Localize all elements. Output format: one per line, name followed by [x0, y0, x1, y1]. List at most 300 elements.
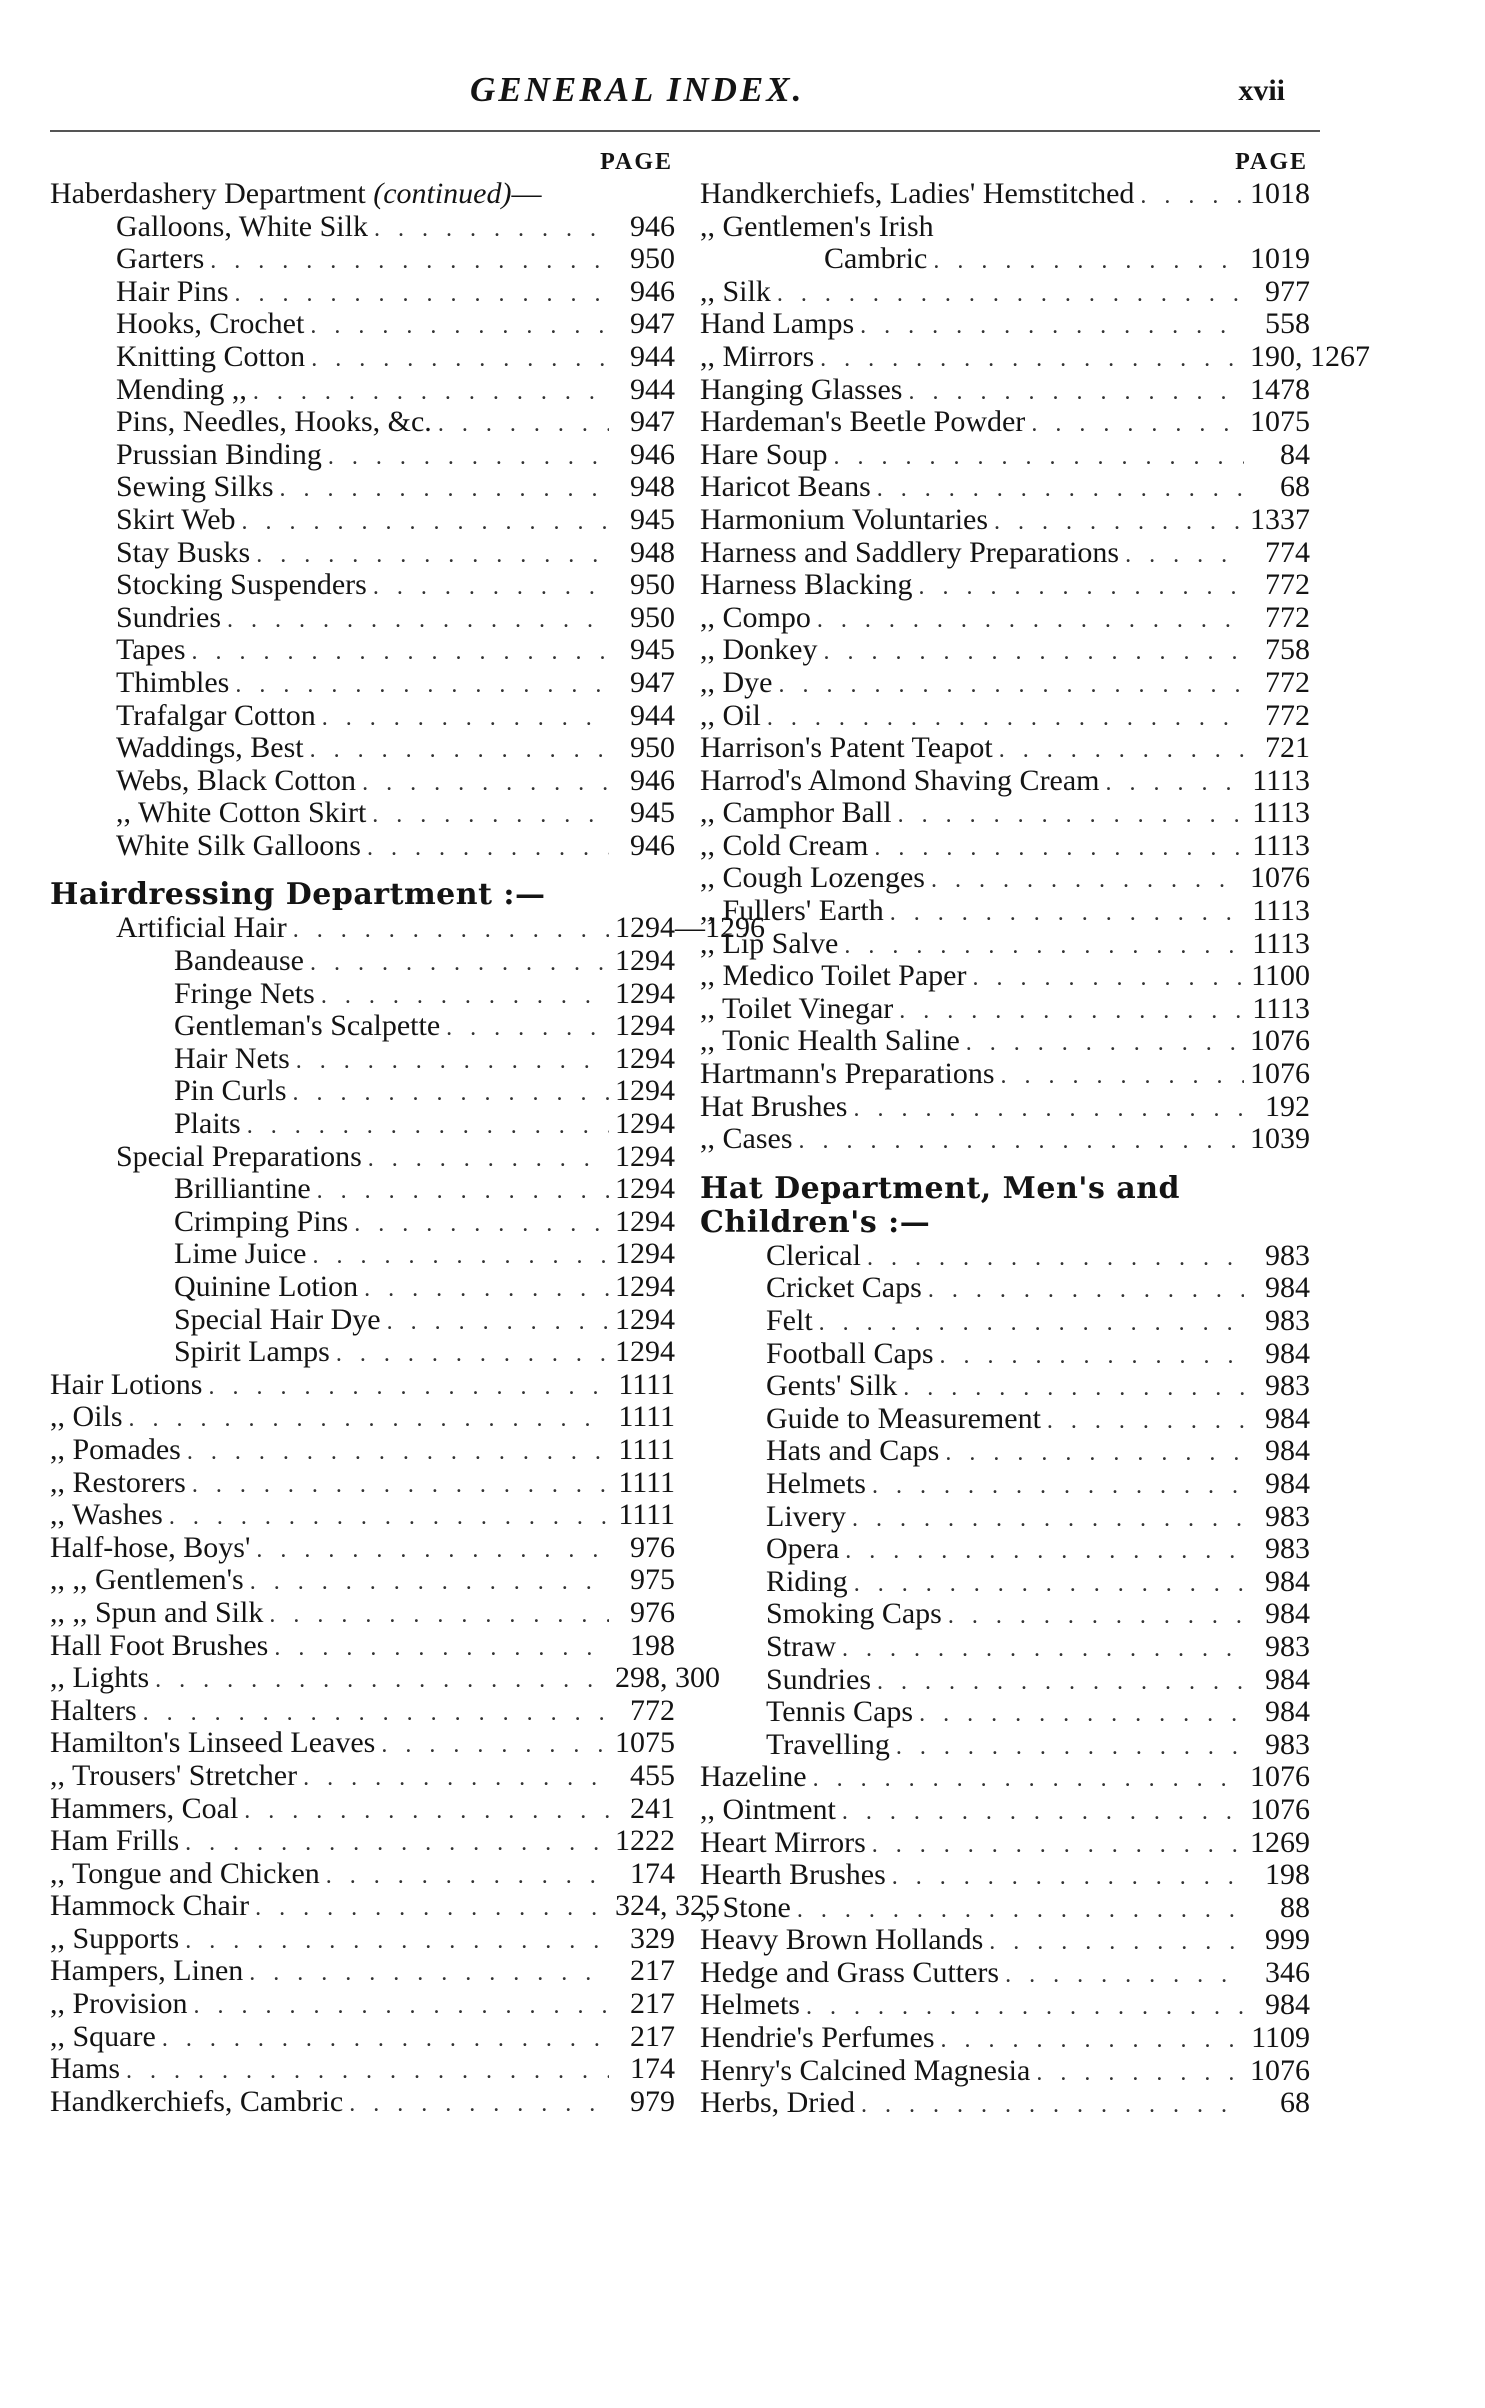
entry-page-number: 984	[1265, 1662, 1310, 1696]
entry-term: Prussian Binding	[116, 437, 322, 471]
entry-page-number: 1294	[615, 1139, 675, 1173]
index-entry	[700, 2055, 1310, 2088]
dot-leader	[1125, 539, 1244, 572]
index-entry	[700, 1761, 1310, 1794]
entry-term: Hearth Brushes	[700, 1858, 886, 1892]
dot-leader	[1036, 2057, 1244, 2090]
entry-page-number: 984	[1265, 1597, 1310, 1631]
entry-term: Hendrie's Perfumes	[700, 2021, 935, 2055]
entry-page-number: 948	[630, 470, 675, 504]
dot-leader	[767, 702, 1244, 735]
entry-page-number: 1294	[615, 1172, 675, 1206]
entry-term: Thimbles	[116, 665, 230, 699]
entry-page-number: 174	[630, 2052, 675, 2086]
entry-term: Hair Lotions	[50, 1367, 203, 1401]
entry-page-number: 1076	[1250, 1792, 1310, 1826]
index-entry	[700, 667, 1310, 700]
entry-term: Knitting Cotton	[116, 339, 306, 373]
entry-term: Hamilton's Linseed Leaves	[50, 1726, 376, 1760]
index-entry	[50, 1923, 675, 1956]
column-page-label: PAGE	[600, 149, 673, 175]
dot-leader	[908, 376, 1244, 409]
entry-page-number: 1075	[1250, 405, 1310, 439]
index-entry	[700, 993, 1310, 1026]
entry-page-number: 984	[1265, 1564, 1310, 1598]
entry-term: Halters	[50, 1693, 137, 1727]
dot-leader	[162, 2023, 609, 2056]
index-entry	[50, 1304, 675, 1337]
entry-term: Hardeman's Beetle Powder	[700, 405, 1026, 439]
entry-term: Handkerchiefs, Cambric	[50, 2084, 344, 2118]
entry-page-number: 329	[630, 1921, 675, 1955]
index-entry	[50, 1467, 675, 1500]
running-head: GENERAL INDEX.	[470, 70, 805, 109]
dot-leader	[867, 1242, 1244, 1275]
entry-term: Galloons, White Silk	[116, 209, 368, 243]
index-entry	[700, 830, 1310, 863]
entry-term: ,, Cases	[700, 1122, 793, 1156]
index-entry	[50, 700, 675, 733]
entry-term: ,, White Cotton Skirt	[116, 796, 367, 830]
dot-leader	[940, 1340, 1244, 1373]
index-entry	[50, 1173, 675, 1206]
index-entry	[50, 439, 675, 472]
entry-term: Lime Juice	[174, 1237, 307, 1271]
entry-page-number: 1076	[1250, 1024, 1310, 1058]
dot-leader	[328, 441, 609, 474]
entry-term: Special Hair Dye	[174, 1302, 381, 1336]
index-entry	[50, 1695, 675, 1728]
entry-page-number: 976	[630, 1530, 675, 1564]
entry-term: Artificial Hair	[116, 911, 287, 945]
index-entry	[50, 1988, 675, 2021]
index-entry	[700, 797, 1310, 830]
dot-leader	[244, 1795, 609, 1828]
dot-leader	[387, 1306, 609, 1339]
entry-term: White Silk Galloons	[116, 828, 361, 862]
entry-page-number: 1294	[615, 1204, 675, 1238]
index-entry	[50, 1010, 675, 1043]
dot-leader	[293, 914, 609, 947]
dot-leader	[293, 1077, 609, 1110]
dot-leader	[820, 343, 1244, 376]
entry-page-number: 217	[630, 1987, 675, 2021]
index-entry	[50, 634, 675, 667]
index-entry	[50, 537, 675, 570]
entry-term: Gents' Silk	[766, 1369, 898, 1403]
entry-term: Henry's Calcined Magnesia	[700, 2053, 1031, 2087]
index-entry	[50, 1564, 675, 1597]
dot-leader	[777, 278, 1244, 311]
entry-page-number: 976	[630, 1595, 675, 1629]
entry-page-number: 455	[630, 1758, 675, 1792]
entry-page-number: 950	[630, 242, 675, 276]
entry-term: Riding	[766, 1564, 848, 1598]
dot-leader	[874, 832, 1244, 865]
entry-term: Plaits	[174, 1107, 241, 1141]
entry-term: ,, Stone	[700, 1890, 791, 1924]
dot-leader	[852, 1503, 1244, 1536]
entry-term: ,, Tonic Health Saline	[700, 1024, 960, 1058]
dot-leader	[903, 1372, 1244, 1405]
index-entry	[700, 862, 1310, 895]
entry-term: ,, Restorers	[50, 1465, 186, 1499]
index-entry	[700, 1501, 1310, 1534]
dot-leader	[364, 1273, 609, 1306]
entry-page-number: 1113	[1252, 991, 1310, 1025]
entry-term: Skirt Web	[116, 502, 236, 536]
index-entry	[700, 406, 1310, 439]
index-entry	[700, 1403, 1310, 1436]
entry-page-number: 946	[630, 828, 675, 862]
dot-leader	[994, 506, 1244, 539]
entry-page-number: 1337	[1250, 502, 1310, 536]
entry-page-number: 774	[1265, 535, 1310, 569]
index-entry	[50, 1141, 675, 1174]
dot-leader	[336, 1338, 609, 1371]
dot-leader	[899, 995, 1244, 1028]
entry-term: Harmonium Voluntaries	[700, 502, 989, 536]
dot-leader	[989, 1926, 1244, 1959]
index-entry	[700, 308, 1310, 341]
entry-term: Half-hose, Boys'	[50, 1530, 251, 1564]
entry-page-number: 1100	[1251, 959, 1310, 993]
dot-leader	[235, 669, 609, 702]
entry-term: Hartmann's Preparations	[700, 1057, 995, 1091]
index-entry	[700, 1729, 1310, 1762]
entry-term: Spirit Lamps	[174, 1335, 330, 1369]
entry-page-number: 1478	[1250, 372, 1310, 406]
entry-page-number: 68	[1280, 2086, 1310, 2120]
index-entry	[700, 471, 1310, 504]
index-entry	[50, 504, 675, 537]
entry-term: Gentleman's Scalpette	[174, 1009, 441, 1043]
index-section-heading: Children's :—	[700, 1204, 931, 1240]
entry-term: Hams	[50, 2052, 120, 2086]
index-entry	[700, 1696, 1310, 1729]
index-entry	[50, 2086, 675, 2119]
entry-page-number: 945	[630, 796, 675, 830]
index-entry	[50, 471, 675, 504]
entry-page-number: 1294	[615, 1270, 675, 1303]
entry-page-number: 198	[630, 1628, 675, 1662]
index-entry	[700, 1091, 1310, 1124]
index-entry	[50, 276, 675, 309]
dot-leader	[797, 1894, 1244, 1927]
dot-leader	[1001, 1060, 1245, 1093]
dot-leader	[311, 343, 609, 376]
page-number: xvii	[1238, 74, 1285, 107]
index-entry	[50, 1630, 675, 1663]
entry-term: ,, ,, Spun and Silk	[50, 1595, 264, 1629]
dot-leader	[898, 799, 1244, 832]
header-rule	[50, 130, 1320, 132]
entry-page-number: 1111	[618, 1432, 675, 1466]
entry-term: ,, Silk	[700, 274, 771, 308]
dot-leader	[192, 636, 609, 669]
entry-term: ,, Tongue and Chicken	[50, 1856, 320, 1890]
entry-term: Brilliantine	[174, 1172, 311, 1206]
index-entry	[700, 569, 1310, 602]
entry-page-number: 947	[630, 665, 675, 699]
entry-page-number: 983	[1265, 1369, 1310, 1403]
entry-page-number: 983	[1265, 1532, 1310, 1566]
index-entry	[50, 732, 675, 765]
dot-leader	[253, 376, 609, 409]
entry-page-number: 1294	[615, 1041, 675, 1075]
entry-page-number: 88	[1280, 1890, 1310, 1924]
entry-term: ,, ,, Gentlemen's	[50, 1563, 244, 1597]
dot-leader	[256, 539, 609, 572]
entry-page-number: 979	[630, 2084, 675, 2118]
entry-page-number: 346	[1265, 1955, 1310, 1989]
dot-leader	[185, 1827, 609, 1860]
entry-page-number: 1018	[1250, 177, 1310, 210]
entry-term: Hat Brushes	[700, 1089, 848, 1123]
entry-term: Hats and Caps	[766, 1434, 940, 1468]
entry-page-number: 1109	[1251, 2021, 1310, 2055]
entry-term: Cricket Caps	[766, 1271, 922, 1305]
index-entry	[700, 178, 1310, 211]
dot-leader	[317, 1175, 609, 1208]
dot-leader	[931, 864, 1244, 897]
entry-page-number: 950	[630, 568, 675, 602]
index-entry	[50, 1043, 675, 1076]
index-column-right	[700, 146, 1370, 2120]
index-entry	[50, 341, 675, 374]
entry-term: ,, Pomades	[50, 1432, 181, 1466]
entry-term: Sundries	[116, 600, 221, 634]
index-entry	[700, 1435, 1310, 1468]
dot-leader	[844, 930, 1244, 963]
entry-page-number: 984	[1265, 1401, 1310, 1435]
entry-page-number: 1076	[1250, 861, 1310, 895]
index-entry	[50, 830, 675, 863]
dot-leader	[817, 604, 1244, 637]
index-entry	[50, 1434, 675, 1467]
dot-leader	[842, 1633, 1244, 1666]
dot-leader	[269, 1599, 609, 1632]
dot-leader	[933, 245, 1244, 278]
entry-term: Guide to Measurement	[766, 1401, 1041, 1435]
entry-term: ,, Dye	[700, 665, 773, 699]
index-entry	[700, 276, 1310, 309]
entry-term: Sundries	[766, 1662, 871, 1696]
index-entry	[700, 1989, 1310, 2022]
index-entry	[50, 797, 675, 830]
entry-page-number: 984	[1265, 1988, 1310, 2022]
entry-term: ,, Gentlemen's Irish	[700, 209, 934, 243]
entry-page-number: 983	[1265, 1238, 1310, 1272]
dot-leader	[941, 2024, 1244, 2057]
dot-leader	[928, 1274, 1244, 1307]
entry-term: Hall Foot Brushes	[50, 1628, 269, 1662]
index-entry	[50, 1206, 675, 1239]
dot-leader	[303, 1762, 609, 1795]
index-entry	[50, 978, 675, 1011]
dot-leader	[919, 1698, 1244, 1731]
index-entry	[700, 1058, 1310, 1091]
index-entry	[700, 1827, 1310, 1860]
entry-term: ,, Oil	[700, 698, 761, 732]
entry-page-number: 1294	[615, 976, 675, 1010]
continued-marker: (continued)	[373, 177, 512, 210]
entry-term: Football Caps	[766, 1336, 934, 1370]
entry-term: Bandeause	[174, 944, 304, 978]
entry-page-number: 1294	[615, 1009, 675, 1043]
entry-page-number: 945	[630, 502, 675, 536]
index-entry	[50, 1661, 720, 1695]
index-entry	[700, 1305, 1310, 1338]
dot-leader	[312, 1240, 609, 1273]
dot-leader	[890, 897, 1244, 930]
dot-leader	[129, 1403, 609, 1436]
entry-term: Ham Frills	[50, 1824, 180, 1858]
dot-leader	[833, 441, 1244, 474]
entry-page-number: 772	[1265, 600, 1310, 634]
entry-term: Handkerchiefs, Ladies' Hemstitched	[700, 177, 1135, 210]
dot-leader	[322, 702, 609, 735]
index-entry	[700, 960, 1310, 993]
dot-leader	[853, 1093, 1244, 1126]
entry-term: Trafalgar Cotton	[116, 698, 316, 732]
entry-term: Hair Nets	[174, 1041, 290, 1075]
dot-leader	[823, 636, 1244, 669]
entry-page-number: 983	[1265, 1304, 1310, 1337]
dot-leader	[373, 571, 609, 604]
dot-leader	[310, 734, 609, 767]
index-entry	[50, 1793, 675, 1826]
entry-page-number: 1113	[1252, 894, 1310, 928]
index-entry	[50, 945, 675, 978]
index-entry	[700, 602, 1310, 635]
entry-term: Hooks, Crochet	[116, 307, 305, 341]
dot-leader	[354, 1208, 609, 1241]
entry-page-number: 984	[1265, 1466, 1310, 1500]
entry-term: Sewing Silks	[116, 470, 274, 504]
index-entry	[50, 911, 765, 945]
entry-term: ,, Camphor Ball	[700, 796, 892, 830]
entry-page-number: 1113	[1252, 926, 1310, 960]
index-entry	[700, 1664, 1310, 1697]
entry-page-number: 192	[1265, 1089, 1310, 1123]
index-entry	[700, 211, 1310, 244]
entry-page-number: 1294	[615, 1335, 675, 1369]
dot-leader	[372, 799, 609, 832]
entry-term: ,, Washes	[50, 1498, 163, 1532]
entry-term: ,, Fullers' Earth	[700, 894, 884, 928]
dot-leader	[208, 1371, 609, 1404]
entry-page-number: 983	[1265, 1499, 1310, 1533]
entry-term: Stocking Suspenders	[116, 568, 367, 602]
dot-leader	[872, 1470, 1244, 1503]
entry-page-number: 1111	[618, 1367, 675, 1401]
entry-term: Quinine Lotion	[174, 1270, 359, 1303]
index-entry	[50, 308, 675, 341]
index-entry	[50, 374, 675, 407]
dot-leader	[861, 2089, 1244, 2122]
entry-page-number: 946	[630, 437, 675, 471]
entry-page-number: 946	[630, 274, 675, 308]
entry-page-number: 1294—1296	[615, 911, 765, 945]
dot-leader	[187, 1436, 609, 1469]
dot-leader	[296, 1045, 609, 1078]
entry-page-number: 950	[630, 731, 675, 765]
entry-page-number: 1294	[615, 1302, 675, 1336]
index-entry	[50, 1532, 675, 1565]
entry-term: ,, Supports	[50, 1921, 180, 1955]
dot-leader	[143, 1697, 609, 1730]
entry-page-number: 1113	[1252, 828, 1310, 862]
entry-term: Hazeline	[700, 1760, 807, 1794]
index-entry	[50, 1336, 675, 1369]
dot-leader	[918, 571, 1244, 604]
entry-page-number: 1269	[1250, 1825, 1310, 1859]
dot-leader	[845, 1535, 1244, 1568]
entry-term: ,, Trousers' Stretcher	[50, 1758, 298, 1792]
entry-term: Opera	[766, 1532, 840, 1566]
entry-page-number: 772	[1265, 665, 1310, 699]
entry-page-number: 947	[630, 405, 675, 439]
index-entry	[700, 1924, 1310, 1957]
entry-page-number: 1019	[1250, 242, 1310, 276]
entry-term: Hair Pins	[116, 274, 229, 308]
index-entry	[700, 1892, 1310, 1925]
dot-leader	[255, 1892, 609, 1925]
index-entry	[700, 765, 1310, 798]
index-entry	[700, 374, 1310, 407]
entry-term: Felt	[766, 1304, 813, 1337]
index-entry	[50, 2053, 675, 2086]
dot-leader	[842, 1796, 1244, 1829]
entry-term: Haricot Beans	[700, 470, 871, 504]
entry-term: Pin Curls	[174, 1074, 287, 1108]
index-entry	[50, 1889, 720, 1923]
index-entry	[50, 765, 675, 798]
dot-leader	[227, 604, 609, 637]
dot-leader	[1047, 1405, 1244, 1438]
entry-term: Crimping Pins	[174, 1204, 349, 1238]
entry-page-number: 950	[630, 600, 675, 634]
index-entry	[50, 1858, 675, 1891]
index-entry	[50, 1499, 675, 1532]
index-entry	[50, 1597, 675, 1630]
entry-page-number: 948	[630, 535, 675, 569]
section-gap	[700, 1156, 1310, 1172]
index-section-heading: Hairdressing Department :—	[50, 877, 546, 913]
dot-leader	[972, 962, 1244, 995]
entry-page-number: 558	[1265, 307, 1310, 341]
entry-term: Haberdashery Department (continued)—	[50, 177, 542, 210]
index-entry	[700, 1370, 1310, 1403]
entry-term: Hand Lamps	[700, 307, 855, 341]
dot-leader	[349, 2088, 609, 2121]
dot-leader	[367, 832, 609, 865]
entry-page-number: 946	[630, 209, 675, 243]
index-entry	[700, 1533, 1310, 1566]
entry-term: Heavy Brown Hollands	[700, 1923, 984, 1957]
index-entry	[50, 1238, 675, 1271]
dot-leader	[310, 947, 609, 980]
dot-leader	[1106, 767, 1244, 800]
dot-leader	[778, 669, 1244, 702]
dot-leader	[210, 245, 609, 278]
entry-page-number: 217	[630, 1954, 675, 1988]
entry-term: Clerical	[766, 1238, 861, 1272]
index-entry	[700, 339, 1370, 374]
index-entry	[50, 211, 675, 244]
dot-leader	[326, 1860, 609, 1893]
